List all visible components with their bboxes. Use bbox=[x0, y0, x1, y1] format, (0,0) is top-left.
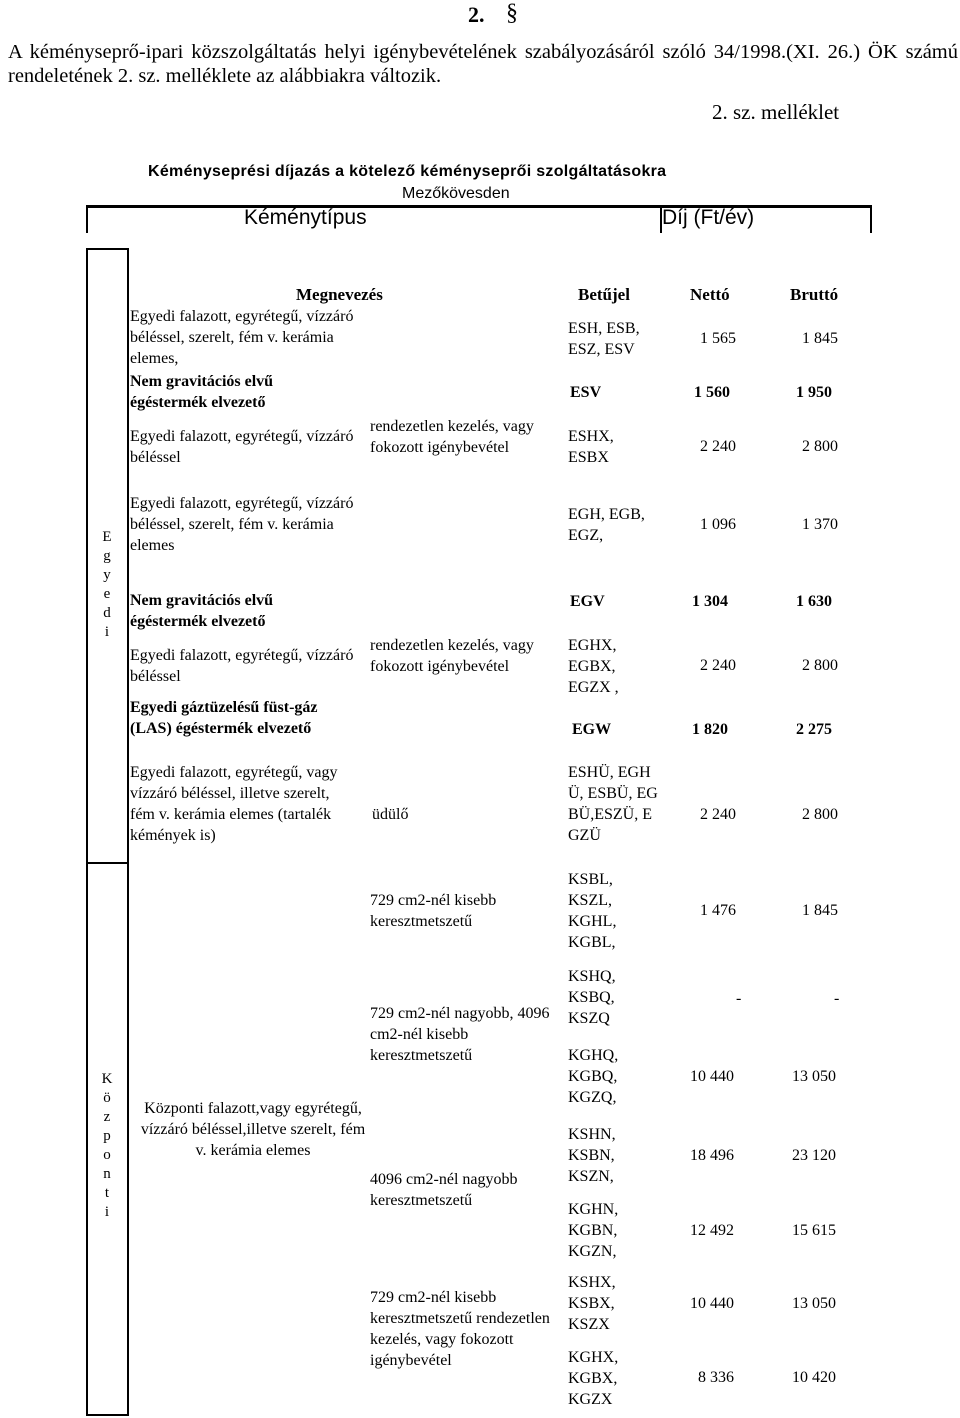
central-row-code: KSHN, KSBN, KSZN, bbox=[568, 1126, 616, 1185]
col-header-name: Megnevezés bbox=[296, 285, 383, 304]
group-bottom-line bbox=[86, 1414, 129, 1416]
row-net: 1 560 bbox=[694, 384, 730, 401]
row-gross: 2 800 bbox=[802, 438, 838, 455]
row-gross: 2 800 bbox=[802, 657, 838, 674]
group-label-kozponti: K ö z p o n t i bbox=[101, 1071, 113, 1220]
central-row-usage: 4096 cm2-nél nagyobb keresztmetszetű bbox=[370, 1171, 518, 1209]
central-row-gross: 13 050 bbox=[792, 1068, 836, 1085]
table-title: Kéményseprési díjazás a kötelező kéményseprői szolgáltatásokra bbox=[148, 163, 667, 180]
central-row-usage: 729 cm2-nél kisebb keresztmetszetű bbox=[370, 892, 497, 930]
group-inner-left bbox=[127, 248, 129, 1416]
row-name: Egyedi gáztüzelésű füst-gáz (LAS) égéstermék elvezető bbox=[130, 699, 318, 737]
central-row-gross: 23 120 bbox=[792, 1147, 836, 1164]
col-header-gross: Bruttó bbox=[790, 285, 839, 304]
central-row-usage: 729 cm2-nél kisebb keresztmetszetű rendezetlen kezelés, vagy fokozott igénybevétel bbox=[370, 1289, 550, 1369]
row-name: Egyedi falazott, egyrétegű, vagy vízzáró béléssel, illetve szerelt, fém v. kerámia elemes (tartalék kémények is) bbox=[130, 764, 338, 844]
row-net: 1 565 bbox=[700, 330, 736, 347]
row-net: 1 096 bbox=[700, 516, 736, 533]
central-row-code: KSBL, KSZL, KGHL, KGBL, bbox=[568, 871, 617, 951]
header-fee: Díj (Ft/év) bbox=[662, 206, 755, 229]
section-number: 2. bbox=[468, 2, 485, 27]
row-code: EGH, EGB, EGZ, bbox=[568, 506, 645, 544]
central-row-net: 10 440 bbox=[690, 1295, 734, 1312]
central-row-gross: 10 420 bbox=[792, 1369, 836, 1386]
row-gross: 1 845 bbox=[802, 330, 838, 347]
annex-label: 2. sz. melléklet bbox=[712, 100, 840, 124]
row-gross: 2 275 bbox=[796, 721, 832, 738]
central-row-code: KGHX, KGBX, KGZX bbox=[568, 1349, 619, 1408]
row-code: ESH, ESB, ESZ, ESV bbox=[568, 320, 640, 358]
central-row-usage: 729 cm2-nél nagyobb, 4096 cm2-nél kisebb keresztmetszetű bbox=[370, 1005, 550, 1064]
row-name: Egyedi falazott, egyrétegű, vízzáró béléssel bbox=[130, 647, 354, 685]
central-row-code: KGHN, KGBN, KGZN, bbox=[568, 1201, 619, 1260]
row-gross: 2 800 bbox=[802, 806, 838, 823]
frame-left-line bbox=[86, 205, 88, 233]
row-net: 2 240 bbox=[700, 806, 736, 823]
row-net: 2 240 bbox=[700, 438, 736, 455]
group-divider-line bbox=[86, 862, 129, 864]
row-net: 1 304 bbox=[692, 593, 728, 610]
row-usage: rendezetlen kezelés, vagy fokozott igénybevétel bbox=[370, 637, 534, 675]
row-net: 1 820 bbox=[692, 721, 728, 738]
central-row-gross: 13 050 bbox=[792, 1295, 836, 1312]
row-name: Nem gravitációs elvű égéstermék elvezető bbox=[130, 373, 274, 411]
central-row-gross: 1 845 bbox=[802, 902, 838, 919]
row-name: Egyedi falazott, egyrétegű, vízzáró béléssel bbox=[130, 428, 354, 466]
central-row-net: 8 336 bbox=[698, 1369, 734, 1386]
central-row-code: KSHQ, KSBQ, KSZQ bbox=[568, 968, 616, 1027]
intro-paragraph: A kéményseprő-ipari közszolgáltatás helyi igénybevételének szabályozásáról szóló 34/1998.(XI. 26.) ÖK számú rendeletének 2. sz. melléklete az alábbiakra változik. bbox=[8, 41, 958, 87]
group-outer-left bbox=[86, 248, 88, 1416]
row-gross: 1 370 bbox=[802, 516, 838, 533]
row-gross: 1 950 bbox=[796, 384, 832, 401]
row-gross: 1 630 bbox=[796, 593, 832, 610]
group-label-egyedi: E g y e d i bbox=[102, 529, 112, 640]
central-name: Központi falazott,vagy egyrétegű, vízzáró béléssel,illetve szerelt, fém v. kerámia elemes bbox=[140, 1100, 366, 1159]
header-chimney-type: Kéménytípus bbox=[244, 206, 367, 229]
row-name: Nem gravitációs elvű égéstermék elvezető bbox=[130, 592, 274, 630]
central-row-net: 12 492 bbox=[690, 1222, 734, 1239]
central-row-code: KSHX, KSBX, KSZX bbox=[568, 1274, 616, 1333]
row-net: 2 240 bbox=[700, 657, 736, 674]
row-usage: rendezetlen kezelés, vagy fokozott igénybevétel bbox=[370, 418, 534, 456]
central-row-gross: 15 615 bbox=[792, 1222, 836, 1239]
row-code: ESHX, ESBX bbox=[568, 428, 614, 466]
frame-right-line bbox=[870, 205, 872, 233]
row-code: EGV bbox=[570, 593, 605, 610]
section-symbol: § bbox=[506, 0, 518, 26]
row-code: ESV bbox=[570, 384, 602, 401]
central-row-net: 18 496 bbox=[690, 1147, 734, 1164]
central-row-net: 1 476 bbox=[700, 902, 736, 919]
row-code: EGW bbox=[572, 721, 612, 738]
row-code: EGHX, EGBX, EGZX , bbox=[568, 637, 619, 696]
row-name: Egyedi falazott, egyrétegű, vízzáró béléssel, szerelt, fém v. kerámia elemes, bbox=[130, 308, 354, 367]
central-row-net: 10 440 bbox=[690, 1068, 734, 1085]
row-code: ESHÜ, EGHÜ, ESBÜ, EGBÜ,ESZÜ, EGZÜ bbox=[568, 764, 658, 844]
row-name: Egyedi falazott, egyrétegű, vízzáró béléssel, szerelt, fém v. kerámia elemes bbox=[130, 495, 354, 554]
row-usage: üdülő bbox=[372, 806, 409, 823]
central-row-gross: - bbox=[834, 990, 840, 1007]
col-header-net: Nettó bbox=[690, 285, 730, 304]
group-top-line bbox=[86, 248, 129, 250]
col-header-code: Betűjel bbox=[578, 285, 630, 304]
table-subtitle: Mezőkövesden bbox=[402, 185, 510, 202]
central-row-net: - bbox=[736, 990, 742, 1007]
central-row-code: KGHQ, KGBQ, KGZQ, bbox=[568, 1047, 619, 1106]
